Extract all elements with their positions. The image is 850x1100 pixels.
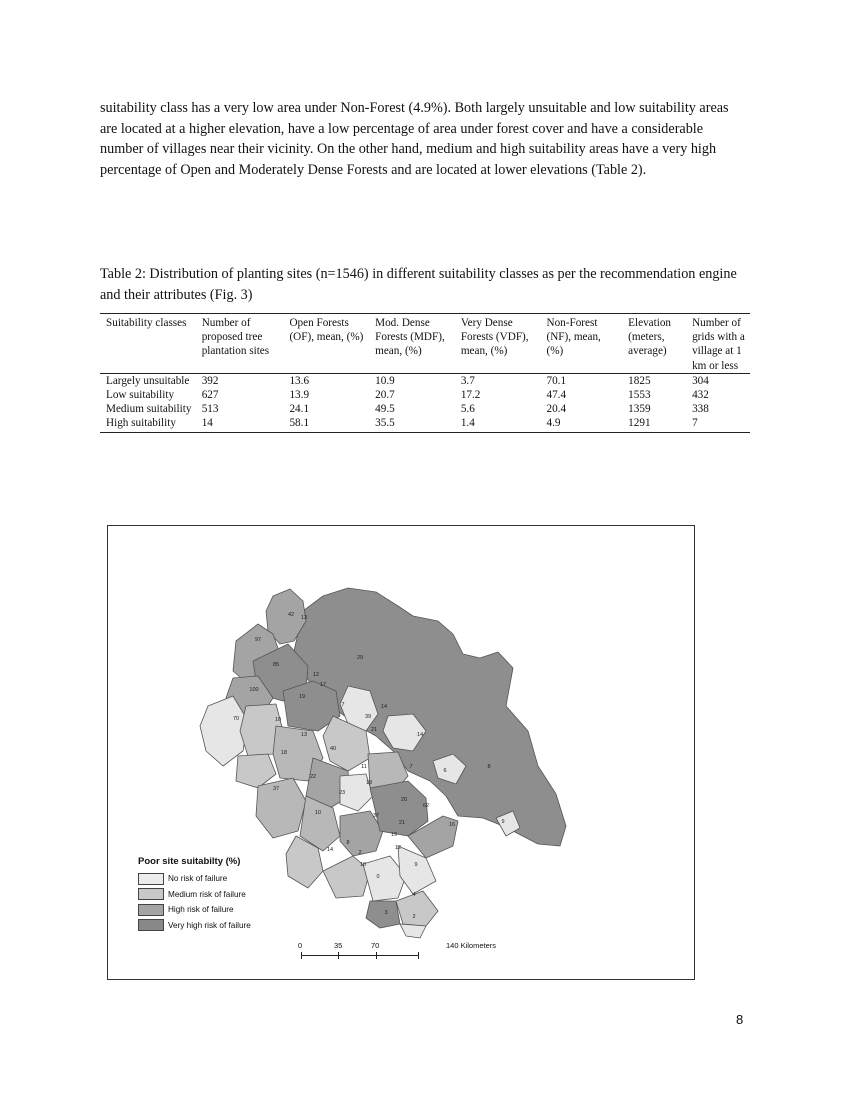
district-label: 21 (370, 727, 378, 733)
table-cell: 304 (692, 374, 709, 387)
table-cell: Largely unsuitable (106, 374, 190, 387)
legend-item (138, 918, 251, 934)
district-label: 7 (409, 764, 413, 770)
scale-tick (376, 952, 377, 959)
scale-tick (338, 952, 339, 959)
scale-tick (418, 952, 419, 959)
table-cell: 49.5 (375, 403, 395, 416)
district-label: 42 (287, 612, 295, 618)
scale-label: 70 (371, 941, 380, 950)
district-label: 10 (274, 717, 282, 723)
district-label: 22 (309, 774, 317, 780)
district-label: 39 (364, 714, 372, 720)
district-label: 10 (359, 862, 367, 868)
table-cell: 47.4 (546, 389, 567, 402)
table-row (100, 402, 750, 416)
table-cell: 1291 (622, 416, 686, 432)
district-label: 19 (298, 694, 306, 700)
district-label: 6 (443, 768, 447, 774)
district-label: 9 (414, 862, 418, 868)
table-cell: 20.4 (546, 403, 567, 416)
district-label: 14 (326, 847, 334, 853)
table-cell: 627 (201, 389, 219, 402)
table-cell: High suitability (100, 416, 196, 432)
scale-label: 140 Kilometers (446, 941, 497, 950)
district-label: 62 (422, 803, 430, 809)
legend-item (138, 902, 251, 918)
map-region (396, 891, 438, 926)
table-row (100, 416, 750, 432)
district-label: 12 (394, 845, 402, 851)
scale-label: 35 (334, 941, 343, 950)
scale-bar (298, 941, 528, 971)
header-cell: Open Forests (OF), mean, (%) (283, 314, 369, 374)
header-cell: Non-Forest (NF), mean, (%) (540, 314, 622, 374)
map-region (400, 924, 426, 938)
legend-item (138, 887, 251, 903)
header-cell: Number of grids with a village at 1 km or less (686, 314, 750, 374)
district-label: 8 (487, 764, 491, 770)
district-label: 37 (372, 813, 380, 819)
district-label: 37 (272, 786, 280, 792)
table-header-row (100, 314, 750, 374)
legend-swatch (138, 873, 164, 885)
district-label: 2 (358, 850, 362, 856)
district-label: 11 (361, 764, 367, 770)
table-cell: 4.9 (540, 416, 622, 432)
table-cell: Low suitability (106, 389, 175, 402)
table-cell: 70.1 (546, 374, 567, 387)
district-label: 70 (232, 716, 240, 722)
table-cell: 58.1 (283, 416, 369, 432)
district-label: 3 (384, 910, 388, 916)
district-label: 14 (416, 732, 424, 738)
table-cell: 7 (686, 416, 750, 432)
district-label: 21 (398, 820, 406, 826)
map-region (366, 901, 400, 928)
table-cell: 1359 (628, 403, 651, 416)
district-label: 13 (300, 615, 308, 621)
district-label: 29 (356, 655, 364, 661)
scale-tick (301, 952, 302, 959)
scale-line (301, 955, 418, 956)
district-label: 18 (365, 780, 373, 786)
district-label: 100 (249, 687, 259, 693)
scale-label: 0 (298, 941, 303, 950)
header-cell: Elevation (meters, average) (622, 314, 686, 374)
district-label: 40 (329, 746, 337, 752)
table-cell: 513 (201, 403, 219, 416)
district-label: 12 (312, 672, 320, 678)
district-label: 8 (346, 840, 350, 846)
district-label: 13 (300, 732, 308, 738)
district-label: 17 (319, 682, 327, 688)
suitability-map-figure (107, 525, 695, 980)
table-cell: 14 (196, 416, 284, 432)
table-cell: Medium suitability (106, 403, 192, 416)
header-cell: Mod. Dense Forests (MDF), mean, (%) (369, 314, 455, 374)
legend-item (138, 871, 251, 887)
legend-title: Poor site suitabilty (%) (138, 856, 241, 867)
page-number: 8 (736, 1012, 744, 1027)
table-row (100, 388, 750, 402)
district-label: 20 (400, 797, 408, 803)
legend-swatch (138, 888, 164, 900)
district-label: 97 (254, 637, 262, 643)
header-cell: Suitability classes (100, 314, 196, 374)
table-caption: Table 2: Distribution of planting sites (n=1546) in different suitability classes as per the recommendation engine and their attributes (Fig. 3) (100, 266, 737, 303)
suitability-table (100, 313, 750, 433)
table-cell: 13.6 (289, 374, 310, 387)
table-row (100, 373, 750, 388)
legend-label: Very high risk of failure (168, 920, 251, 930)
district-label: 85 (272, 662, 280, 668)
table-cell: 3.7 (460, 374, 475, 387)
body-paragraph: suitability class has a very low area under Non-Forest (4.9%). Both largely unsuitable and low suitability areas are located at a higher elevation, have a low percentage of area under forest cover and have a considerable number of villages near their vicinity. On the other hand, medium and high suitability areas have a very high percentage of Open and Moderately Dense Forests and are located at lower elevations (Table 2). (100, 100, 729, 178)
table-cell: 1825 (628, 374, 651, 387)
legend-label: No risk of failure (168, 874, 228, 884)
table-cell: 17.2 (460, 389, 481, 402)
table-cell: 1553 (628, 389, 651, 402)
header-cell: Very Dense Forests (VDF), mean, (%) (455, 314, 541, 374)
district-label: 18 (280, 750, 288, 756)
district-label: 14 (380, 704, 388, 710)
district-label: 10 (314, 810, 322, 816)
table-cell: 13.9 (289, 389, 310, 402)
header-cell: Number of proposed tree plantation sites (196, 314, 284, 374)
district-label: 2 (412, 914, 416, 920)
map-region (256, 778, 306, 838)
legend-label: High risk of failure (168, 905, 234, 915)
district-label: 23 (338, 790, 346, 796)
legend-swatch (138, 904, 164, 916)
legend-label: Medium risk of failure (168, 889, 246, 899)
table-cell: 392 (201, 374, 219, 387)
district-label: 9 (501, 819, 505, 825)
table-cell: 24.1 (289, 403, 310, 416)
table-cell: 1.4 (455, 416, 541, 432)
table-cell: 20.7 (375, 389, 395, 402)
table-cell: 35.5 (369, 416, 455, 432)
table-cell: 338 (692, 403, 709, 416)
map-legend (138, 856, 251, 933)
district-label: 19 (390, 832, 398, 838)
district-label: 16 (448, 822, 456, 828)
table-cell: 432 (692, 389, 709, 402)
legend-swatch (138, 919, 164, 931)
table-cell: 10.9 (375, 374, 395, 387)
district-label: 0 (376, 874, 380, 880)
district-label: 4 (412, 892, 416, 898)
district-label: 7 (341, 702, 345, 708)
table-cell: 5.6 (460, 403, 475, 416)
